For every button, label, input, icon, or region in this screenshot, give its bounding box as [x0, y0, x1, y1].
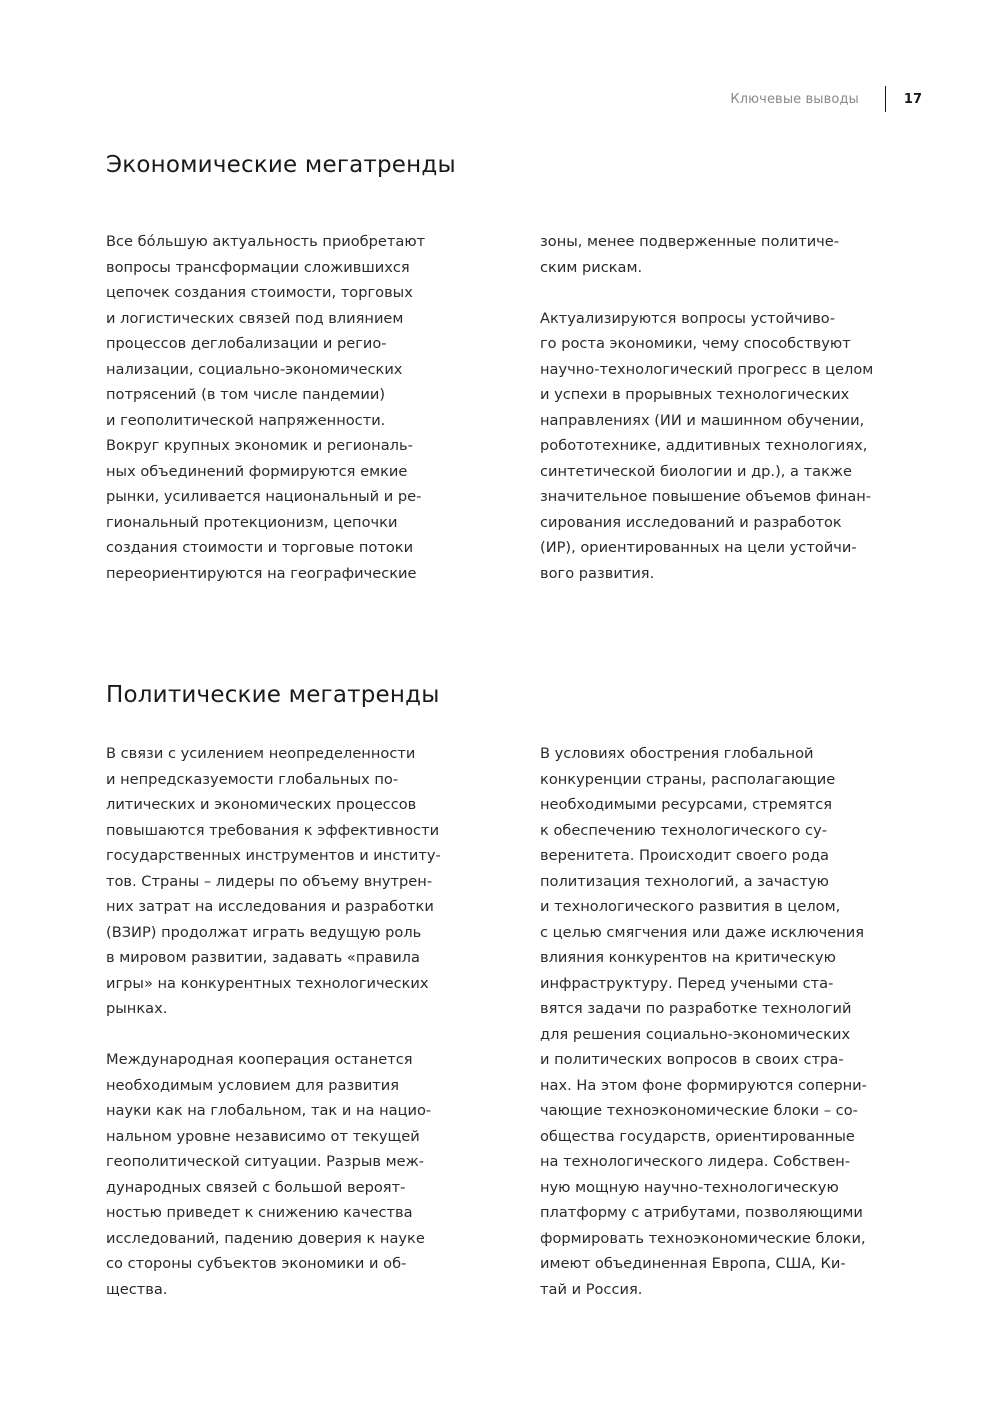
text-line: литических и экономических процессов [106, 796, 417, 813]
text-line: нах. На этом фоне формируются соперни- [540, 1076, 867, 1094]
text-line: Вокруг крупных экономик и региональ- [106, 437, 413, 454]
paragraph [540, 306, 930, 587]
text-line: платформу с атрибутами, позволяющими [540, 1204, 863, 1221]
text-line: в мировом развитии, задавать «правила [106, 949, 420, 966]
paragraph [540, 229, 930, 280]
text-line: геополитической ситуации. Разрыв меж- [106, 1153, 425, 1170]
paragraph [106, 229, 496, 586]
section-title-political: Политические мегатренды [106, 682, 440, 708]
text-line: веренитета. Происходит своего рода [540, 847, 829, 864]
text-line: имеют объединенная Европа, США, Ки- [540, 1255, 846, 1272]
text-line: процессов деглобализации и регио- [106, 335, 387, 352]
text-line: общества государств, ориентированные [540, 1127, 855, 1145]
text-line: и логистических связей под влиянием [106, 309, 404, 327]
text-line: цепочек создания стоимости, торговых [106, 284, 413, 301]
text-line: вятся задачи по разработке технологий [540, 1000, 852, 1017]
text-line: ную мощную научно-технологическую [540, 1178, 839, 1196]
text-line: к обеспечению технологического су- [540, 821, 827, 839]
text-line: формировать техноэкономические блоки, [540, 1229, 866, 1247]
political-right-column [540, 741, 930, 1302]
text-line: ных объединений формируются емкие [106, 462, 408, 480]
text-line: В связи с усилением неопределенности [106, 745, 416, 762]
text-line: направлениях (ИИ и машинном обучении, [540, 411, 865, 429]
text-line: них затрат на исследования и разработки [106, 898, 434, 915]
page-number: 17 [903, 91, 922, 107]
text-line: В условиях обострения глобальной [540, 745, 814, 762]
text-line: конкуренции страны, располагающие [540, 770, 836, 788]
paragraph [106, 1047, 496, 1302]
text-line: тов. Страны – лидеры по объему внутрен- [106, 872, 433, 890]
economic-right-column [540, 229, 930, 586]
text-line: робототехнике, аддитивных технологиях, [540, 437, 868, 454]
political-left-column [106, 741, 496, 1302]
text-line: чающие техноэкономические блоки – со- [540, 1102, 858, 1119]
text-line: необходимым условием для развития [106, 1076, 400, 1094]
section-title-economic: Экономические мегатренды [106, 152, 456, 178]
text-line: необходимыми ресурсами, стремятся [540, 796, 833, 813]
text-line: (ИР), ориентированных на цели устойчи- [540, 539, 857, 556]
text-line: игры» на конкурентных технологических [106, 974, 429, 992]
text-line: (ВЗИР) продолжат играть ведущую роль [106, 923, 422, 941]
text-line: нальном уровне независимо от текущей [106, 1127, 420, 1145]
text-line: Все бóльшую актуальность приобретают [106, 233, 426, 250]
text-line: создания стоимости и торговые потоки [106, 539, 414, 556]
text-line: сирования исследований и разработок [540, 513, 842, 531]
text-line: тай и Россия. [540, 1280, 643, 1298]
text-line: науки как на глобальном, так и на нацио- [106, 1102, 432, 1119]
text-line: нализации, социально-экономических [106, 360, 403, 378]
text-line: и геополитической напряженности. [106, 411, 386, 429]
running-header [730, 86, 922, 112]
text-line: рынки, усиливается национальный и ре- [106, 488, 422, 505]
text-line: повышаются требования к эффективности [106, 821, 440, 839]
text-line: ностью приведет к снижению качества [106, 1204, 413, 1221]
text-line: государственных инструментов и институ- [106, 847, 441, 864]
text-line: рынках. [106, 1000, 168, 1017]
text-line: го роста экономики, чему способствуют [540, 335, 851, 352]
text-line: с целью смягчения или даже исключения [540, 923, 865, 941]
text-line: и непредсказуемости глобальных по- [106, 770, 399, 788]
text-line: гиональный протекционизм, цепочки [106, 513, 398, 531]
economic-left-column [106, 229, 496, 586]
text-line: Актуализируются вопросы устойчиво- [540, 309, 835, 327]
text-line: вопросы трансформации сложившихся [106, 258, 410, 276]
header-divider [885, 86, 886, 112]
text-line: и технологического развития в целом, [540, 898, 841, 915]
text-line: и успехи в прорывных технологических [540, 386, 850, 403]
paragraph [540, 741, 930, 1302]
text-line: значительное повышение объемов финан- [540, 488, 872, 505]
text-line: политизация технологий, а зачастую [540, 872, 829, 890]
text-line: щества. [106, 1280, 168, 1298]
running-header-section-name: Ключевые выводы [730, 91, 859, 107]
text-line: Международная кооперация останется [106, 1051, 413, 1068]
paragraph [106, 741, 496, 1022]
text-line: ским рискам. [540, 258, 643, 276]
text-line: инфраструктуру. Перед учеными ста- [540, 974, 834, 992]
text-line: потрясений (в том числе пандемии) [106, 386, 386, 403]
text-line: дународных связей с большой вероят- [106, 1178, 406, 1196]
text-line: для решения социально-экономических [540, 1025, 851, 1043]
text-line: со стороны субъектов экономики и об- [106, 1255, 407, 1272]
text-line: переориентируются на географические [106, 564, 417, 582]
text-line: влияния конкурентов на критическую [540, 949, 836, 966]
text-line: исследований, падению доверия к науке [106, 1229, 425, 1247]
text-line: синтетической биологии и др.), а также [540, 462, 853, 480]
text-line: вого развития. [540, 564, 655, 582]
text-line: научно-технологический прогресс в целом [540, 360, 874, 378]
text-line: зоны, менее подверженные политиче- [540, 233, 840, 250]
text-line: на технологического лидера. Собствен- [540, 1153, 851, 1170]
text-line: и политических вопросов в своих стра- [540, 1051, 844, 1068]
